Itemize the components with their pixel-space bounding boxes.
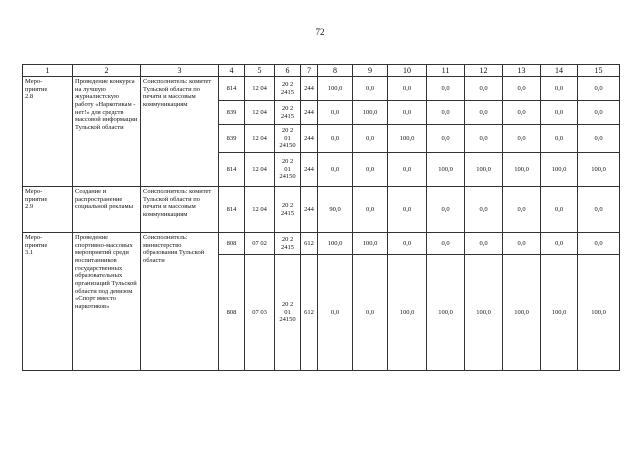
header-cell: 10 xyxy=(388,65,427,77)
value-cell: 0,0 xyxy=(353,153,388,187)
measure-name-cell: Проведение спортивно-массовых мероприятий среди воспитанников государственных образовательных организаций Тульской области под девизом «Спорт вместо наркотиков» xyxy=(73,233,141,371)
value-cell: 100,0 xyxy=(318,233,353,255)
code-cell-c7: 244 xyxy=(301,187,318,233)
code-cell-c5: 12 04 xyxy=(245,153,275,187)
code-cell-c4: 814 xyxy=(219,187,245,233)
value-cell: 100,0 xyxy=(578,153,620,187)
value-cell: 0,0 xyxy=(353,125,388,153)
header-cell: 9 xyxy=(353,65,388,77)
code-cell-c4: 808 xyxy=(219,233,245,255)
value-cell: 0,0 xyxy=(541,125,578,153)
value-cell: 0,0 xyxy=(318,101,353,125)
value-cell: 0,0 xyxy=(427,77,465,101)
code-cell-c6: 20 2 01 24150 xyxy=(275,255,301,371)
code-cell-c7: 244 xyxy=(301,153,318,187)
table-row xyxy=(23,187,620,233)
header-cell: 14 xyxy=(541,65,578,77)
value-cell: 0,0 xyxy=(353,187,388,233)
table-row xyxy=(23,233,620,255)
header-cell: 5 xyxy=(245,65,275,77)
value-cell: 100,0 xyxy=(465,153,503,187)
value-cell: 0,0 xyxy=(318,125,353,153)
value-cell: 0,0 xyxy=(503,101,541,125)
table-row xyxy=(23,77,620,101)
code-cell-c6: 20 2 2415 xyxy=(275,101,301,125)
code-cell-c4: 839 xyxy=(219,101,245,125)
code-cell-c7: 244 xyxy=(301,101,318,125)
measure-label-cell: Меро- приятие 3.1 xyxy=(23,233,73,371)
value-cell: 100,0 xyxy=(503,153,541,187)
header-cell: 3 xyxy=(141,65,219,77)
value-cell: 0,0 xyxy=(427,187,465,233)
header-cell: 7 xyxy=(301,65,318,77)
measure-name-cell: Создание и распространение социальной рекламы xyxy=(73,187,141,233)
value-cell: 100,0 xyxy=(427,255,465,371)
value-cell: 0,0 xyxy=(503,125,541,153)
code-cell-c6: 20 2 2415 xyxy=(275,77,301,101)
value-cell: 0,0 xyxy=(353,77,388,101)
code-cell-c4: 839 xyxy=(219,125,245,153)
code-cell-c4: 808 xyxy=(219,255,245,371)
code-cell-c5: 12 04 xyxy=(245,77,275,101)
header-cell: 15 xyxy=(578,65,620,77)
value-cell: 0,0 xyxy=(318,153,353,187)
header-cell: 13 xyxy=(503,65,541,77)
header-cell: 6 xyxy=(275,65,301,77)
value-cell: 0,0 xyxy=(465,187,503,233)
value-cell: 100,0 xyxy=(465,255,503,371)
code-cell-c5: 07 03 xyxy=(245,255,275,371)
value-cell: 0,0 xyxy=(465,101,503,125)
value-cell: 0,0 xyxy=(318,255,353,371)
code-cell-c7: 612 xyxy=(301,233,318,255)
value-cell: 100,0 xyxy=(427,153,465,187)
code-cell-c7: 612 xyxy=(301,255,318,371)
table-body xyxy=(23,65,620,371)
code-cell-c6: 20 2 01 24150 xyxy=(275,153,301,187)
code-cell-c4: 814 xyxy=(219,77,245,101)
measure-name-cell: Проведение конкурса на лучшую журналистскую работу «Наркотикам - нет!» для средств массовой информации Тульской области xyxy=(73,77,141,187)
value-cell: 0,0 xyxy=(578,77,620,101)
code-cell-c5: 12 04 xyxy=(245,187,275,233)
value-cell: 100,0 xyxy=(541,153,578,187)
value-cell: 0,0 xyxy=(503,77,541,101)
value-cell: 0,0 xyxy=(353,255,388,371)
value-cell: 0,0 xyxy=(388,77,427,101)
value-cell: 0,0 xyxy=(578,187,620,233)
value-cell: 0,0 xyxy=(578,101,620,125)
value-cell: 0,0 xyxy=(503,187,541,233)
value-cell: 0,0 xyxy=(427,233,465,255)
value-cell: 0,0 xyxy=(541,77,578,101)
executor-cell: Соисполнитель: комитет Тульской области по печати и массовым коммуникациям xyxy=(141,187,219,233)
page-number: 72 xyxy=(315,27,325,37)
header-cell: 1 xyxy=(23,65,73,77)
value-cell: 100,0 xyxy=(541,255,578,371)
value-cell: 0,0 xyxy=(465,233,503,255)
budget-table xyxy=(22,64,620,371)
value-cell: 100,0 xyxy=(388,125,427,153)
code-cell-c4: 814 xyxy=(219,153,245,187)
code-cell-c5: 07 02 xyxy=(245,233,275,255)
executor-cell: Соисполнитель: комитет Тульской области по печати и массовым коммуникациям xyxy=(141,77,219,187)
header-cell: 8 xyxy=(318,65,353,77)
code-cell-c5: 12 04 xyxy=(245,101,275,125)
value-cell: 0,0 xyxy=(541,233,578,255)
value-cell: 0,0 xyxy=(503,233,541,255)
value-cell: 0,0 xyxy=(388,101,427,125)
measure-label-cell: Меро- приятие 2.8 xyxy=(23,77,73,187)
measure-label-cell: Меро- приятие 2.9 xyxy=(23,187,73,233)
value-cell: 100,0 xyxy=(388,255,427,371)
value-cell: 0,0 xyxy=(388,233,427,255)
value-cell: 0,0 xyxy=(388,187,427,233)
value-cell: 0,0 xyxy=(465,125,503,153)
header-cell: 2 xyxy=(73,65,141,77)
code-cell-c7: 244 xyxy=(301,125,318,153)
value-cell: 0,0 xyxy=(465,77,503,101)
header-cell: 11 xyxy=(427,65,465,77)
code-cell-c6: 20 2 01 24150 xyxy=(275,125,301,153)
value-cell: 100,0 xyxy=(353,233,388,255)
value-cell: 100,0 xyxy=(318,77,353,101)
value-cell: 0,0 xyxy=(427,125,465,153)
value-cell: 0,0 xyxy=(541,187,578,233)
code-cell-c6: 20 2 2415 xyxy=(275,187,301,233)
value-cell: 0,0 xyxy=(427,101,465,125)
header-cell: 4 xyxy=(219,65,245,77)
table-header-row xyxy=(23,65,620,77)
code-cell-c6: 20 2 2415 xyxy=(275,233,301,255)
value-cell: 0,0 xyxy=(541,101,578,125)
value-cell: 90,0 xyxy=(318,187,353,233)
value-cell: 100,0 xyxy=(353,101,388,125)
code-cell-c7: 244 xyxy=(301,77,318,101)
value-cell: 0,0 xyxy=(578,125,620,153)
code-cell-c5: 12 04 xyxy=(245,125,275,153)
value-cell: 100,0 xyxy=(578,255,620,371)
header-cell: 12 xyxy=(465,65,503,77)
value-cell: 0,0 xyxy=(578,233,620,255)
value-cell: 0,0 xyxy=(388,153,427,187)
value-cell: 100,0 xyxy=(503,255,541,371)
executor-cell: Соисполнитель: министерство образования Тульской области xyxy=(141,233,219,371)
